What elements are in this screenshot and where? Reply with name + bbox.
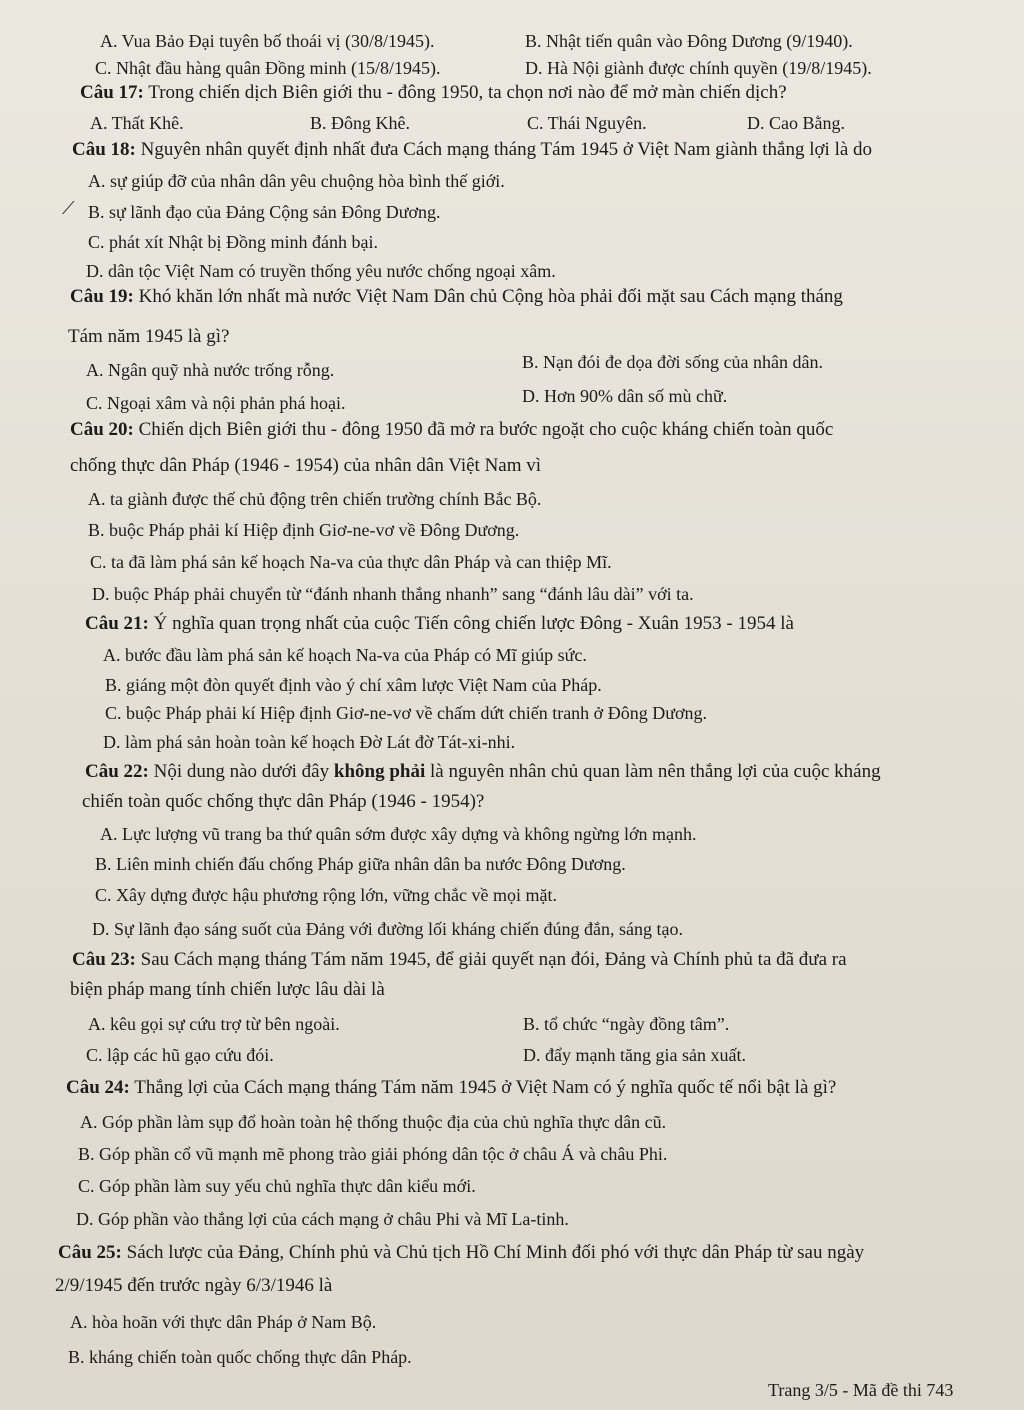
question-label: Câu 21: bbox=[85, 613, 149, 634]
question-20 bbox=[70, 418, 833, 442]
pencil-mark-icon: ⟋ bbox=[62, 198, 75, 218]
option-a: A. Thất Khê. bbox=[90, 113, 184, 133]
option-b: B. tổ chức “ngày đồng tâm”. bbox=[523, 1014, 730, 1034]
option-d: D. đẩy mạnh tăng gia sản xuất. bbox=[523, 1045, 746, 1065]
question-text: Chiến dịch Biên giới thu - đông 1950 đã mở ra bước ngoặt cho cuộc kháng chiến toàn quốc bbox=[133, 419, 834, 440]
question-label: Câu 25: bbox=[58, 1242, 122, 1263]
question-label: Câu 22: bbox=[85, 761, 149, 782]
question-text: Thắng lợi của Cách mạng tháng Tám năm 1945 ở Việt Nam có ý nghĩa quốc tế nổi bật là gì? bbox=[129, 1077, 837, 1098]
option-b: B. Đông Khê. bbox=[310, 113, 410, 133]
option-a: A. bước đầu làm phá sản kế hoạch Na-va của Pháp có Mĩ giúp sức. bbox=[103, 645, 587, 665]
option-c: C. Nhật đầu hàng quân Đồng minh (15/8/1945). bbox=[95, 58, 441, 78]
option-a: A. Lực lượng vũ trang ba thứ quân sớm được xây dựng và không ngừng lớn mạnh. bbox=[100, 824, 697, 844]
option-d: D. Góp phần vào thắng lợi của cách mạng ở châu Phi và Mĩ La-tinh. bbox=[76, 1209, 569, 1229]
option-b: B. sự lãnh đạo của Đảng Cộng sản Đông Dương. bbox=[88, 202, 441, 222]
option-c: C. Xây dựng được hậu phương rộng lớn, vững chắc về mọi mặt. bbox=[95, 885, 557, 905]
option-b: B. giáng một đòn quyết định vào ý chí xâm lược Việt Nam của Pháp. bbox=[105, 675, 602, 695]
question-22 bbox=[85, 760, 881, 784]
option-b: B. Nạn đói đe dọa đời sống của nhân dân. bbox=[522, 352, 823, 372]
option-d: D. Cao Bằng. bbox=[747, 113, 845, 133]
option-c: C. buộc Pháp phải kí Hiệp định Giơ-ne-vơ về chấm dứt chiến tranh ở Đông Dương. bbox=[105, 703, 707, 723]
option-b: B. buộc Pháp phải kí Hiệp định Giơ-ne-vơ về Đông Dương. bbox=[88, 520, 520, 540]
question-23-cont: biện pháp mang tính chiến lược lâu dài là bbox=[70, 979, 385, 1000]
option-d: D. Hơn 90% dân số mù chữ. bbox=[522, 386, 728, 406]
question-text: là nguyên nhân chủ quan làm nên thắng lợi của cuộc kháng bbox=[425, 761, 881, 782]
question-text: Trong chiến dịch Biên giới thu - đông 1950, ta chọn nơi nào để mở màn chiến dịch? bbox=[143, 82, 787, 103]
question-19-cont: Tám năm 1945 là gì? bbox=[68, 326, 230, 347]
option-a: A. Vua Bảo Đại tuyên bố thoái vị (30/8/1945). bbox=[100, 31, 435, 51]
option-a: A. Ngân quỹ nhà nước trống rỗng. bbox=[86, 360, 335, 380]
option-d: D. dân tộc Việt Nam có truyền thống yêu nước chống ngoại xâm. bbox=[86, 261, 556, 281]
question-label: Câu 17: bbox=[80, 82, 144, 103]
option-b: B. Nhật tiến quân vào Đông Dương (9/1940). bbox=[525, 31, 853, 51]
option-d: D. buộc Pháp phải chuyển từ “đánh nhanh thắng nhanh” sang “đánh lâu dài” với ta. bbox=[92, 584, 694, 604]
question-text: Sau Cách mạng tháng Tám năm 1945, để giải quyết nạn đói, Đảng và Chính phủ ta đã đưa ra bbox=[135, 949, 847, 970]
question-text: Ý nghĩa quan trọng nhất của cuộc Tiến công chiến lược Đông - Xuân 1953 - 1954 là bbox=[148, 613, 794, 634]
question-24 bbox=[66, 1076, 836, 1100]
question-18 bbox=[72, 138, 872, 162]
question-text: Nguyên nhân quyết định nhất đưa Cách mạng tháng Tám 1945 ở Việt Nam giành thắng lợi là do bbox=[135, 139, 873, 160]
question-label: Câu 18: bbox=[72, 139, 136, 160]
question-25-cont: 2/9/1945 đến trước ngày 6/3/1946 là bbox=[55, 1275, 333, 1296]
question-22-cont: chiến toàn quốc chống thực dân Pháp (1946 - 1954)? bbox=[82, 791, 485, 812]
question-text: Nội dung nào dưới đây bbox=[148, 761, 334, 782]
option-c: C. Thái Nguyên. bbox=[527, 113, 647, 133]
question-label: Câu 24: bbox=[66, 1077, 130, 1098]
option-c: C. ta đã làm phá sản kế hoạch Na-va của thực dân Pháp và can thiệp Mĩ. bbox=[90, 552, 612, 572]
option-d: D. làm phá sản hoàn toàn kế hoạch Đờ Lát đờ Tát-xi-nhi. bbox=[103, 732, 516, 752]
option-c: C. Góp phần làm suy yếu chủ nghĩa thực dân kiểu mới. bbox=[78, 1176, 476, 1196]
question-text: Khó khăn lớn nhất mà nước Việt Nam Dân chủ Cộng hòa phải đối mặt sau Cách mạng tháng bbox=[133, 286, 843, 307]
option-c: C. Ngoại xâm và nội phản phá hoại. bbox=[86, 393, 346, 413]
question-label: Câu 19: bbox=[70, 286, 134, 307]
question-19 bbox=[70, 285, 843, 309]
question-23 bbox=[72, 948, 847, 972]
question-25 bbox=[58, 1241, 864, 1265]
option-d: D. Sự lãnh đạo sáng suốt của Đảng với đường lối kháng chiến đúng đắn, sáng tạo. bbox=[92, 919, 683, 939]
option-b: B. Góp phần cổ vũ mạnh mẽ phong trào giải phóng dân tộc ở châu Á và châu Phi. bbox=[78, 1144, 668, 1164]
question-label: Câu 20: bbox=[70, 419, 134, 440]
question-label: Câu 23: bbox=[72, 949, 136, 970]
option-a: A. hòa hoãn với thực dân Pháp ở Nam Bộ. bbox=[70, 1312, 377, 1332]
option-c: C. phát xít Nhật bị Đồng minh đánh bại. bbox=[88, 232, 378, 252]
page-footer: Trang 3/5 - Mã đề thi 743 bbox=[768, 1380, 954, 1400]
question-emphasis: không phải bbox=[333, 761, 426, 782]
option-a: A. kêu gọi sự cứu trợ từ bên ngoài. bbox=[88, 1014, 340, 1034]
option-b: B. kháng chiến toàn quốc chống thực dân Pháp. bbox=[68, 1347, 412, 1367]
question-20-cont: chống thực dân Pháp (1946 - 1954) của nhân dân Việt Nam vì bbox=[70, 455, 542, 476]
option-d: D. Hà Nội giành được chính quyền (19/8/1945). bbox=[525, 58, 872, 78]
question-17 bbox=[80, 81, 787, 105]
option-b: B. Liên minh chiến đấu chống Pháp giữa nhân dân ba nước Đông Dương. bbox=[95, 854, 626, 874]
option-c: C. lập các hũ gạo cứu đói. bbox=[86, 1045, 274, 1065]
question-21 bbox=[85, 612, 794, 636]
option-a: A. ta giành được thế chủ động trên chiến trường chính Bắc Bộ. bbox=[88, 489, 542, 509]
question-text: Sách lược của Đảng, Chính phủ và Chủ tịch Hồ Chí Minh đối phó với thực dân Pháp từ sau ngày bbox=[121, 1242, 865, 1263]
option-a: A. Góp phần làm sụp đổ hoàn toàn hệ thống thuộc địa của chủ nghĩa thực dân cũ. bbox=[80, 1112, 667, 1132]
option-a: A. sự giúp đỡ của nhân dân yêu chuộng hòa bình thế giới. bbox=[88, 171, 505, 191]
